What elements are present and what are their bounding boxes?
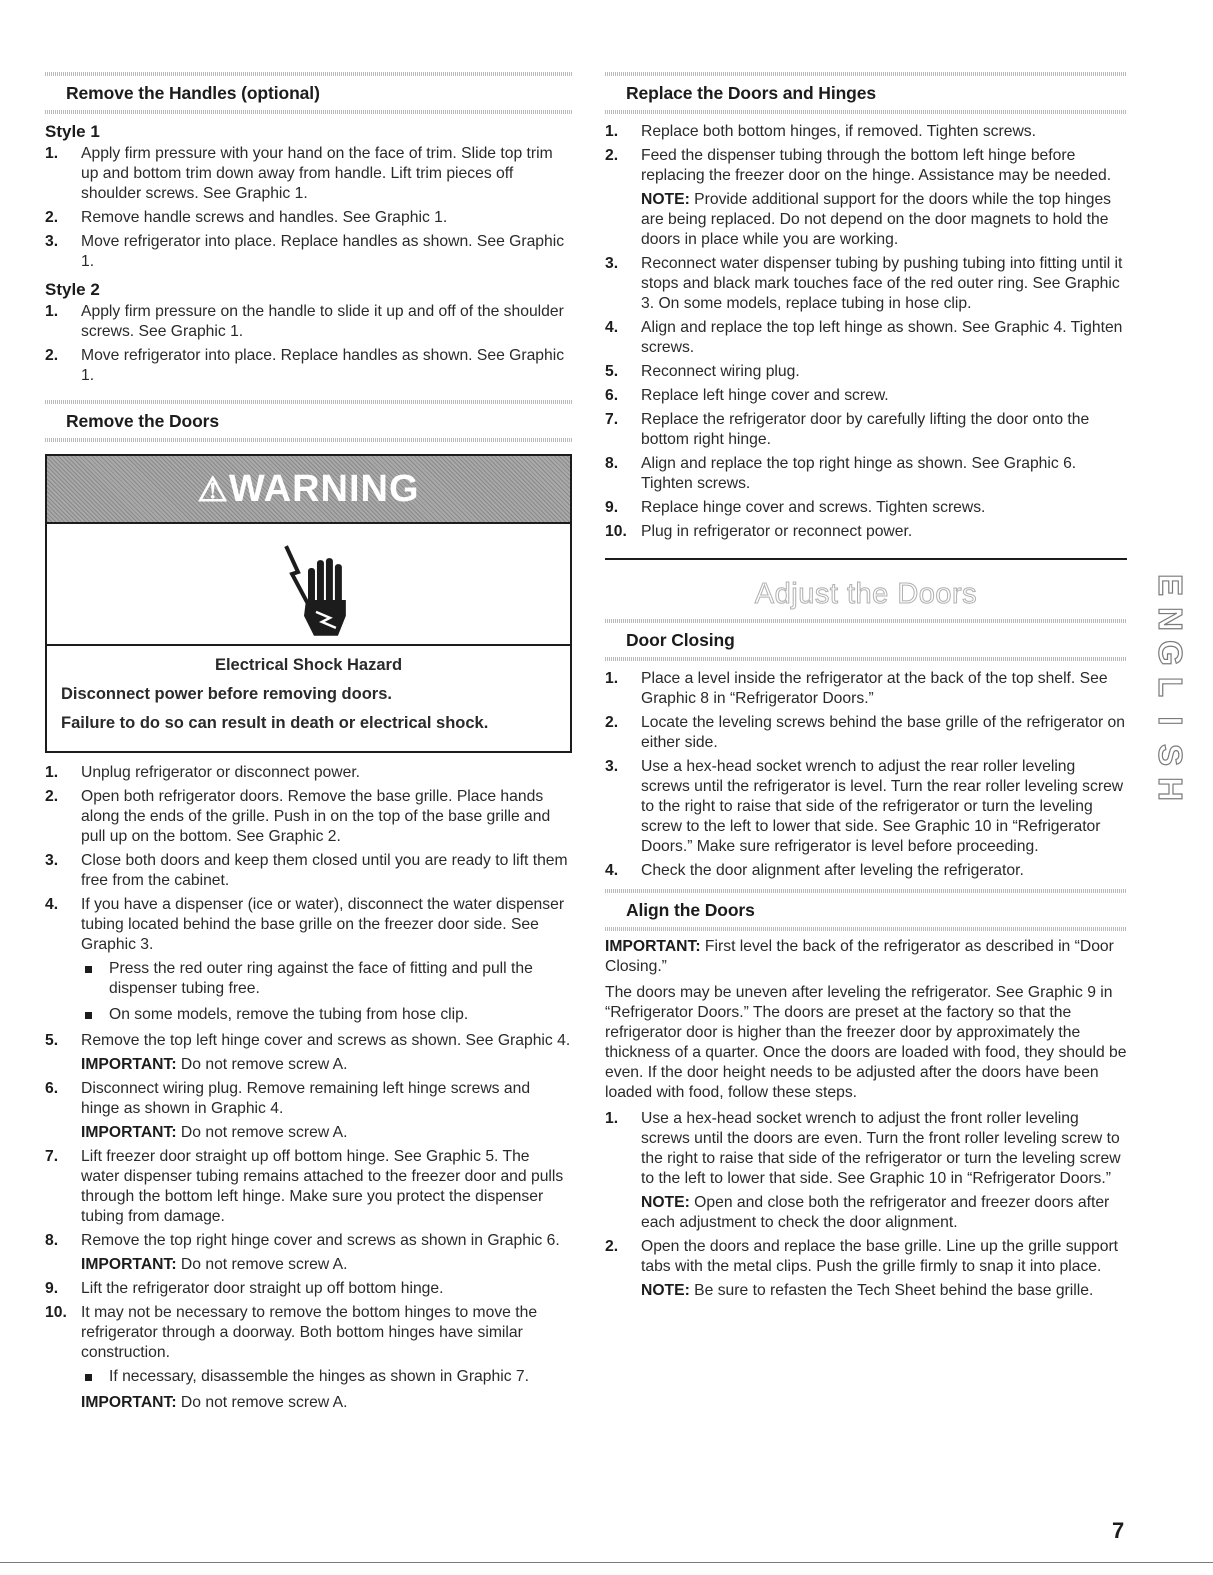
step-number: 7.: [45, 1148, 59, 1165]
note-label: NOTE:: [641, 191, 690, 208]
step-number: 6.: [605, 387, 619, 404]
electrical-shock-icon: [47, 524, 570, 646]
note-text: Be sure to refasten the Tech Sheet behind the base grille.: [689, 1282, 1094, 1299]
step-text: Reconnect wiring plug.: [641, 363, 800, 380]
step-number: 1.: [605, 123, 619, 140]
adjust-doors-title: Adjust the Doors: [754, 578, 978, 610]
step-item: [45, 144, 572, 204]
step-item: [605, 713, 1127, 753]
step-note: [641, 1193, 1127, 1233]
remove-doors-steps: [45, 763, 572, 1413]
step-text: Disconnect wiring plug. Remove remaining left hinge screws and hinge as shown in Graphic 4.: [81, 1080, 531, 1117]
step-number: 1.: [45, 764, 59, 781]
language-tab-letter: S: [1152, 743, 1189, 766]
step-item: [45, 232, 572, 272]
step-number: 2.: [605, 714, 619, 731]
note-label: NOTE:: [641, 1194, 690, 1211]
step-number: 8.: [45, 1232, 59, 1249]
align-doors-steps: [605, 1109, 1127, 1301]
step-number: 3.: [45, 233, 59, 250]
section-header-door-closing: [605, 619, 1127, 661]
right-column: [605, 72, 1127, 1305]
page-number: 7: [1112, 1518, 1125, 1543]
section-title: Align the Doors: [626, 900, 755, 920]
bullet-item: Press the red outer ring against the face of fitting and pull the dispenser tubing free.: [81, 959, 572, 999]
step-item: [605, 757, 1127, 857]
step-number: 1.: [605, 1110, 619, 1127]
note-text: Open and close both the refrigerator and freezer doors after each adjustment to check the door alignment.: [641, 1194, 1110, 1231]
step-text: It may not be necessary to remove the bottom hinges to move the refrigerator through a doorway. Both bottom hinges have similar construction.: [81, 1304, 538, 1361]
step-item: [45, 787, 572, 847]
step-number: 4.: [605, 319, 619, 336]
step-item: [45, 1303, 572, 1413]
step-item: [45, 1147, 572, 1227]
step-text: Place a level inside the refrigerator at the back of the top shelf. See Graphic 8 in “Refrigerator Doors.”: [641, 670, 1108, 707]
note-label: IMPORTANT:: [81, 1056, 177, 1073]
language-tab-letter: L: [1152, 676, 1189, 698]
style-1-steps: [45, 144, 572, 272]
step-number: 3.: [45, 852, 59, 869]
step-number: 1.: [605, 670, 619, 687]
step-text: Replace the refrigerator door by carefully lifting the door onto the bottom right hinge.: [641, 411, 1090, 448]
step-item: [45, 1031, 572, 1075]
hazard-title: Electrical Shock Hazard: [214, 656, 403, 674]
section-header-align-doors: [605, 889, 1127, 931]
step-number: 2.: [605, 1238, 619, 1255]
step-number: 10.: [45, 1304, 67, 1321]
step-text: Remove the top left hinge cover and screws as shown. See Graphic 4.: [81, 1032, 571, 1049]
step-item: [605, 669, 1127, 709]
step-number: 6.: [45, 1080, 59, 1097]
left-column: [45, 72, 572, 1417]
step-number: 2.: [45, 209, 59, 226]
warning-box: [45, 454, 572, 753]
step-number: 10.: [605, 523, 627, 540]
step-text: Lift the refrigerator door straight up off bottom hinge.: [81, 1280, 444, 1297]
section-title: Remove the Doors: [66, 411, 220, 431]
language-tab-letter: E: [1152, 573, 1189, 596]
step-item: [45, 1231, 572, 1275]
door-closing-steps: [605, 669, 1127, 881]
step-item: [45, 208, 572, 228]
language-tab: [1150, 568, 1190, 806]
step-text: Lift freezer door straight up off bottom hinge. See Graphic 5. The water dispenser tubing remains attached to the freezer door and pulls through the bottom left hinge. Make sure you protect the dispenser tubing from damage.: [81, 1148, 564, 1225]
step-number: 2.: [45, 347, 59, 364]
note-text: Provide additional support for the doors while the top hinges are being replaced. Do not depend on the door magnets to hold the doors in place while you are working.: [641, 191, 1112, 248]
step-item: [605, 1237, 1127, 1301]
step-text: Feed the dispenser tubing through the bottom left hinge before replacing the freezer door on the hinge. Assistance may be needed.: [641, 147, 1112, 184]
step-number: 3.: [605, 255, 619, 272]
step-text: Use a hex-head socket wrench to adjust the front roller leveling screws until the doors are even. Turn the front roller leveling screw to the right to raise that side of the refrigerator or turn the leveling screw to the left to lower that side. See Graphic 10 in “Refrigerator Doors.”: [641, 1110, 1121, 1187]
step-text: Move refrigerator into place. Replace handles as shown. See Graphic 1.: [81, 347, 565, 384]
step-text: Close both doors and keep them closed until you are ready to lift them free from the cabinet.: [81, 852, 568, 889]
step-item: [605, 454, 1127, 494]
step-text: Remove the top right hinge cover and screws as shown in Graphic 6.: [81, 1232, 560, 1249]
step-item: [605, 122, 1127, 142]
step-item: [45, 1279, 572, 1299]
step-text: Move refrigerator into place. Replace handles as shown. See Graphic 1.: [81, 233, 565, 270]
step-number: 8.: [605, 455, 619, 472]
step-number: 9.: [45, 1280, 59, 1297]
warning-line-2: Failure to do so can result in death or electrical shock.: [61, 714, 489, 732]
step-note: [81, 1055, 572, 1075]
step-note: [81, 1393, 572, 1413]
step-item: [45, 763, 572, 783]
step-item: [45, 895, 572, 1025]
step-note: [641, 190, 1127, 250]
step-number: 3.: [605, 758, 619, 775]
note-text: Do not remove screw A.: [176, 1056, 348, 1073]
step-text: Replace left hinge cover and screw.: [641, 387, 889, 404]
step-text: Reconnect water dispenser tubing by pushing tubing into fitting until it stops and black mark touches face of the red outer ring. See Graphic 3. On some models, replace tubing in hose clip.: [641, 255, 1123, 312]
note-label: IMPORTANT:: [81, 1124, 177, 1141]
step-number: 2.: [605, 147, 619, 164]
style-1-heading: Style 1: [45, 122, 100, 141]
step-item: [45, 302, 572, 342]
warning-banner: [47, 456, 570, 524]
step-text: Unplug refrigerator or disconnect power.: [81, 764, 361, 781]
align-intro-paragraph: The doors may be uneven after leveling the refrigerator. See Graphic 9 in “Refrigerator Doors.” The doors are preset at the factory so that the refrigerator door is higher than the freezer door by approximately the thickness of a quarter. Once the doors are loaded with food, they should be even. If the door height needs to be adjusted after the doors have been loaded with food, follow these steps.: [605, 984, 1127, 1101]
step-text: Use a hex-head socket wrench to adjust the rear roller leveling screws until the refrigerator is level. Turn the rear roller leveling screw to the right to raise that side of the refrigerator or turn the leveling screw to the left to lower that side. See Graphic 10 in “Refrigerator Doors.” Make sure refrigerator is level before proceeding.: [641, 758, 1124, 855]
step-item: [605, 386, 1127, 406]
step-text: Apply firm pressure with your hand on the face of trim. Slide top trim up and bottom trim down away from handle. Lift trim pieces off shoulder screws. See Graphic 1.: [81, 145, 553, 202]
step-text: Align and replace the top left hinge as shown. See Graphic 4. Tighten screws.: [641, 319, 1123, 356]
step-note: [81, 1123, 572, 1143]
language-tab-letter: H: [1152, 777, 1189, 801]
section-title: Replace the Doors and Hinges: [626, 83, 877, 103]
step-text: Locate the leveling screws behind the base grille of the refrigerator on either side.: [641, 714, 1125, 751]
step-item: [605, 362, 1127, 382]
language-tab-letter: I: [1152, 716, 1189, 726]
step-item: [45, 851, 572, 891]
step-number: 4.: [45, 896, 59, 913]
note-label: IMPORTANT:: [81, 1394, 177, 1411]
style-2-steps: [45, 302, 572, 386]
language-tab-letter: N: [1152, 607, 1189, 631]
step-item: [45, 346, 572, 386]
step-text: Open the doors and replace the base grille. Line up the grille support tabs with the metal clips. Push the grille firmly to snap it into place.: [641, 1238, 1119, 1275]
step-text: Align and replace the top right hinge as shown. See Graphic 6. Tighten screws.: [641, 455, 1077, 492]
step-number: 5.: [605, 363, 619, 380]
step-number: 2.: [45, 788, 59, 805]
step-item: [45, 1079, 572, 1143]
step-number: 1.: [45, 303, 59, 320]
bullet-item: If necessary, disassemble the hinges as shown in Graphic 7.: [81, 1367, 572, 1387]
step-text: Replace both bottom hinges, if removed. Tighten screws.: [641, 123, 1037, 140]
note-label: IMPORTANT:: [81, 1256, 177, 1273]
divider: [605, 558, 1127, 560]
section-header-remove-handles: [45, 72, 572, 114]
bullet-list: [81, 959, 572, 1025]
step-text: Remove handle screws and handles. See Graphic 1.: [81, 209, 448, 226]
section-title: Door Closing: [626, 630, 735, 650]
step-number: 9.: [605, 499, 619, 516]
replace-doors-steps: [605, 122, 1127, 542]
language-tab-letter: G: [1152, 640, 1189, 666]
step-text: Apply firm pressure on the handle to slide it up and off of the shoulder screws. See Graphic 1.: [81, 303, 564, 340]
step-item: [605, 146, 1127, 250]
warning-line-1: Disconnect power before removing doors.: [61, 685, 392, 703]
warning-label: WARNING: [228, 468, 420, 510]
note-text: Do not remove screw A.: [176, 1256, 348, 1273]
step-item: [605, 522, 1127, 542]
step-note: [81, 1255, 572, 1275]
step-item: [605, 498, 1127, 518]
step-item: [605, 1109, 1127, 1233]
step-number: 1.: [45, 145, 59, 162]
step-item: [605, 318, 1127, 358]
step-note: [641, 1281, 1127, 1301]
bullet-item: On some models, remove the tubing from hose clip.: [81, 1005, 572, 1025]
step-number: 5.: [45, 1032, 59, 1049]
section-header-replace-doors: [605, 72, 1127, 114]
section-header-remove-doors: [45, 400, 572, 442]
step-item: [605, 254, 1127, 314]
note-text: Do not remove screw A.: [176, 1124, 348, 1141]
section-title: Remove the Handles (optional): [66, 83, 320, 103]
bullet-list: [81, 1367, 572, 1387]
warning-triangle-icon: ⚠: [197, 471, 229, 509]
step-item: [605, 410, 1127, 450]
step-number: 4.: [605, 862, 619, 879]
step-text: If you have a dispenser (ice or water), disconnect the water dispenser tubing located behind the base grille on the freezer door side. See Graphic 3.: [81, 896, 565, 953]
step-text: Open both refrigerator doors. Remove the base grille. Place hands along the ends of the grille. Push in on the top of the base grille and pull up on the bottom. See Graphic 2.: [81, 788, 551, 845]
note-label: NOTE:: [641, 1282, 690, 1299]
note-text: Do not remove screw A.: [176, 1394, 348, 1411]
bottom-rule: [0, 1562, 1213, 1563]
step-number: 7.: [605, 411, 619, 428]
step-text: Replace hinge cover and screws. Tighten screws.: [641, 499, 986, 516]
align-important: IMPORTANT: First level the back of the refrigerator as described in “Door Closing.”: [605, 938, 1114, 975]
step-item: [605, 861, 1127, 881]
style-2-heading: Style 2: [45, 280, 100, 299]
step-text: Check the door alignment after leveling the refrigerator.: [641, 862, 1024, 879]
step-text: Plug in refrigerator or reconnect power.: [641, 523, 913, 540]
